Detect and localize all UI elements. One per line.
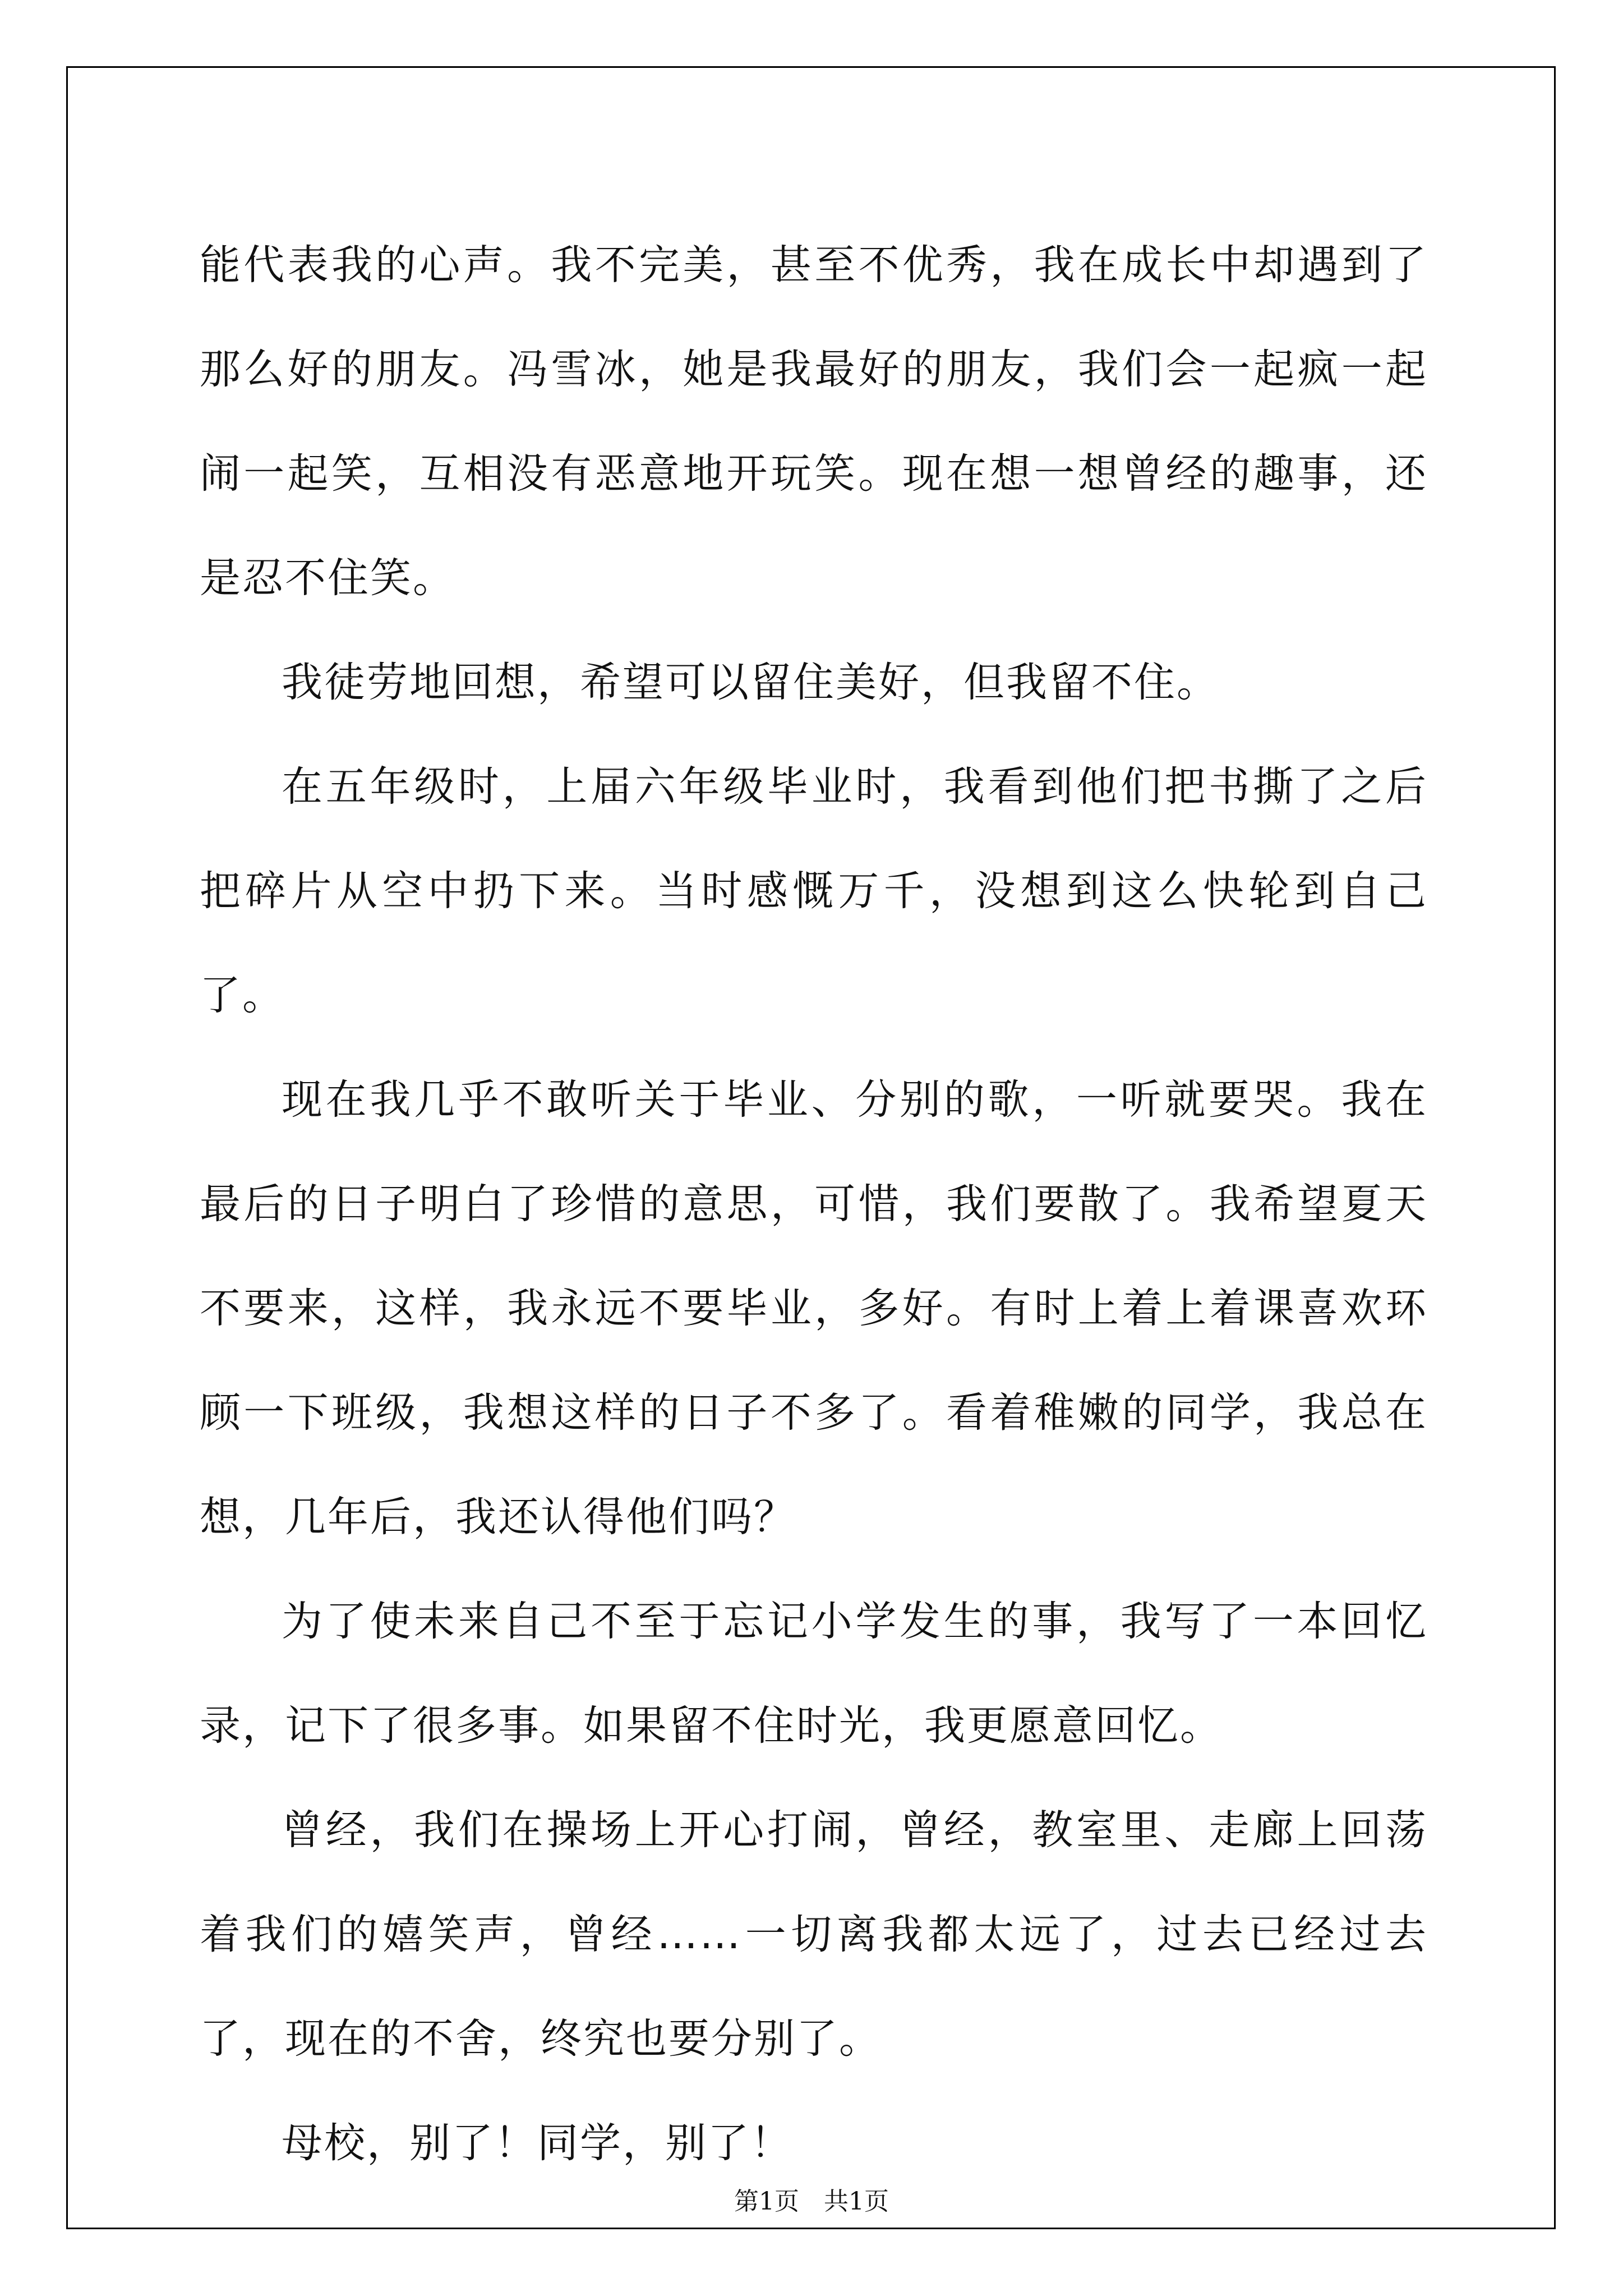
paragraph: 在五年级时，上届六年级毕业时，我看到他们把书撕了之后把碎片从空中扔下来。当时感慨万千，没想到这么快轮到自己了。 bbox=[200, 763, 1428, 1019]
page-number-current: 第1页 bbox=[734, 2187, 799, 2216]
paragraph: 我徒劳地回想，希望可以留住美好，但我留不住。 bbox=[282, 659, 1219, 706]
paragraph: 曾经，我们在操场上开心打闹，曾经，教室里、走廊上回荡着我们的嬉笑声，曾经……一切离我都太远了，过去已经过去了，现在的不舍，终究也要分别了。 bbox=[200, 1806, 1428, 2063]
paragraph: 现在我几乎不敢听关于毕业、分别的歌，一听就要哭。我在最后的日子明白了珍惜的意思，可惜，我们要散了。我希望夏天不要来，这样，我永远不要毕业，多好。有时上着上着课喜欢环顾一下班级，我想这样的日子不多了。看着稚嫩的同学，我总在想，几年后，我还认得他们吗？ bbox=[200, 1076, 1428, 1541]
paragraph: 母校，别了！同学，别了！ bbox=[282, 2119, 793, 2167]
document-body bbox=[200, 213, 1428, 2196]
page-footer bbox=[0, 2181, 1623, 2217]
paragraph: 为了使未来自己不至于忘记小学发生的事，我写了一本回忆录，记下了很多事。如果留不住时光，我更愿意回忆。 bbox=[200, 1598, 1428, 1750]
paragraph: 能代表我的心声。我不完美，甚至不优秀，我在成长中却遇到了那么好的朋友。冯雪冰，她是我最好的朋友，我们会一起疯一起闹一起笑，互相没有恶意地开玩笑。现在想一想曾经的趣事，还是忍不住笑。 bbox=[200, 241, 1428, 602]
page-number-total: 共1页 bbox=[824, 2187, 889, 2216]
